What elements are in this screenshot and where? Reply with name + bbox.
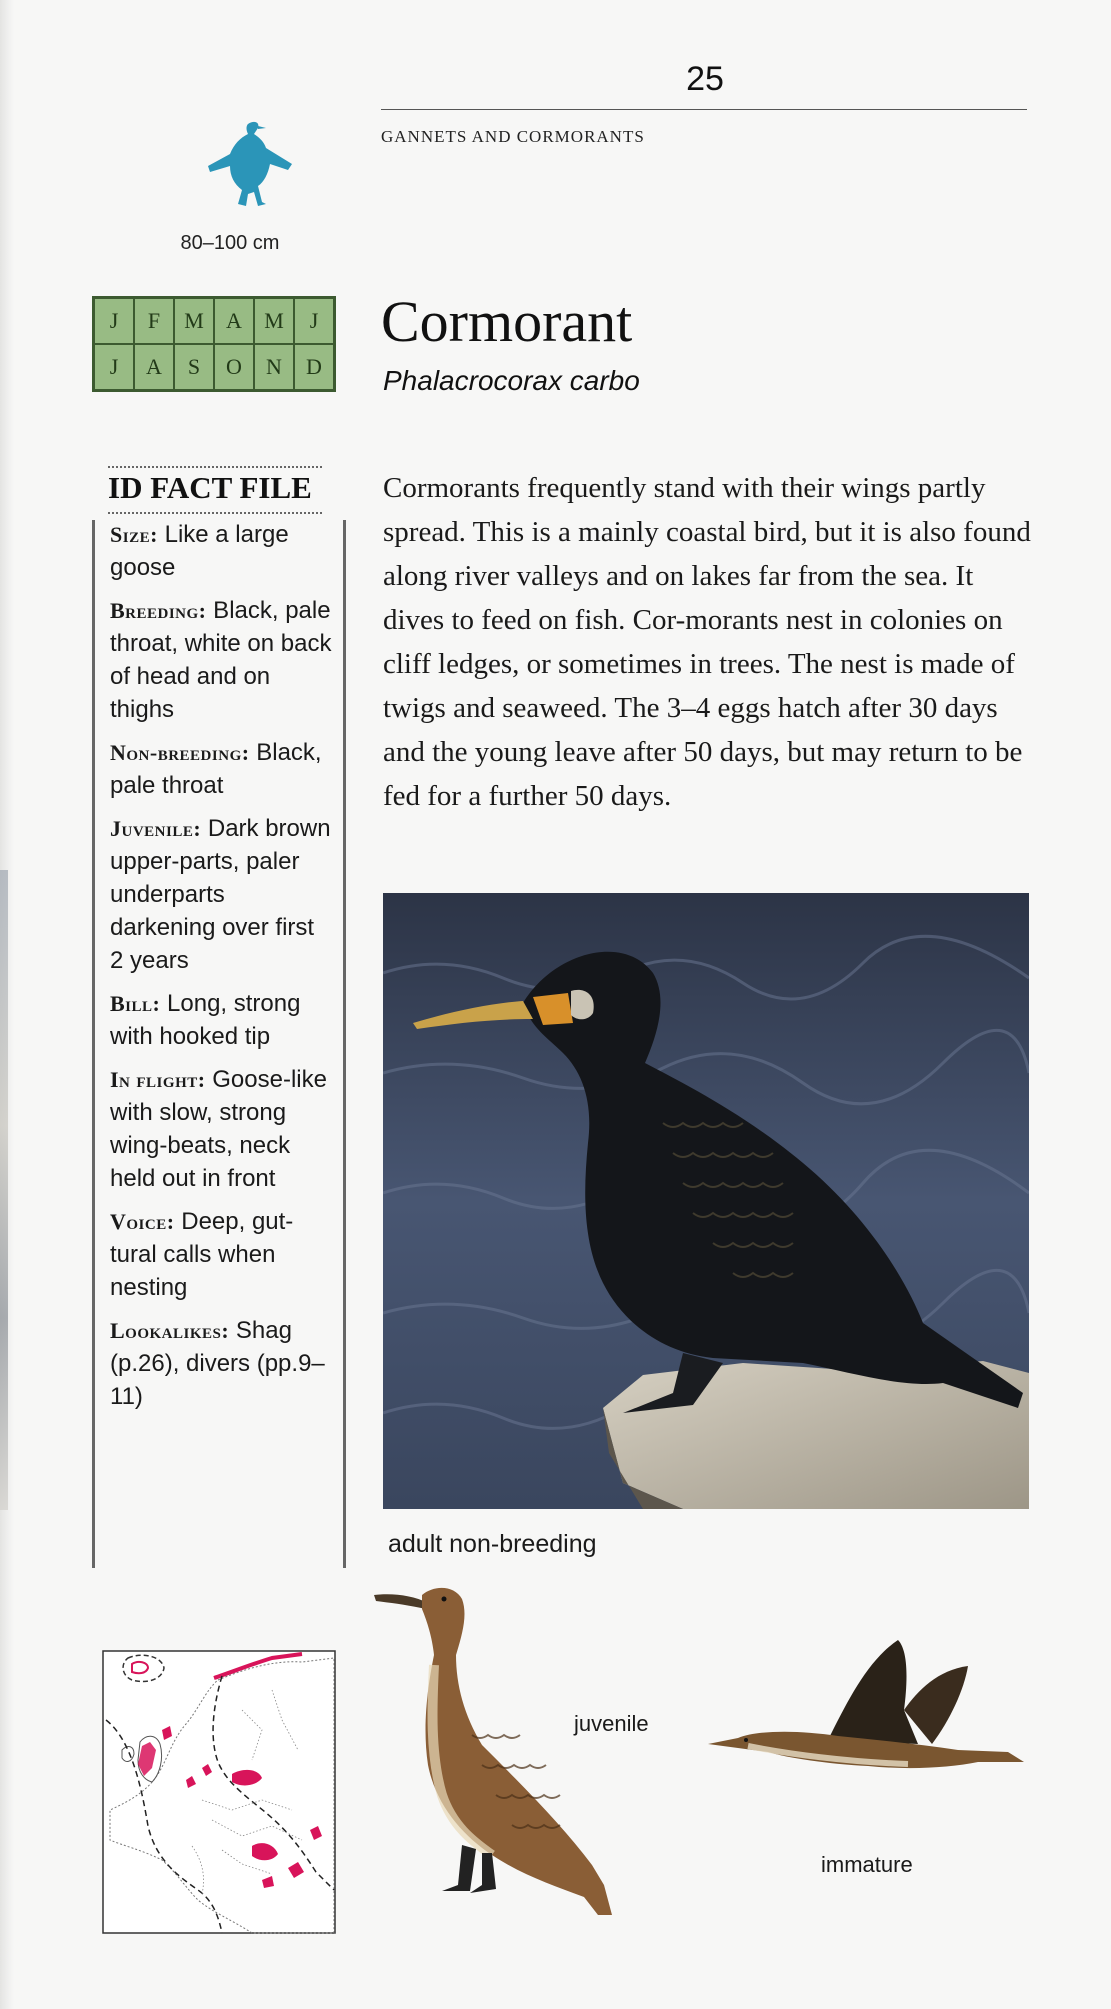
month-cell: D <box>294 344 334 390</box>
fact-file-top-rule <box>108 466 322 468</box>
fact-text: Black, pale throat, white on back of head and on thighs <box>110 597 332 723</box>
fact-item <box>110 812 332 977</box>
fact-text: Shag (p.26), divers (pp.9–11) <box>110 1317 325 1410</box>
fact-item <box>110 1205 332 1304</box>
cormorant-photo <box>383 893 1029 1509</box>
immature-cormorant-illustration <box>708 1640 1024 1820</box>
page-number: 25 <box>686 60 724 98</box>
fact-file-bottom-rule <box>108 512 322 514</box>
fact-label: Juvenile: <box>110 816 202 841</box>
fact-label: In flight: <box>110 1067 206 1092</box>
month-cell: A <box>134 344 174 390</box>
fact-file-title: ID FACT FILE <box>108 470 312 505</box>
fact-text: Like a large goose <box>110 521 289 581</box>
fact-text: Deep, gut-tural calls when nesting <box>110 1208 294 1301</box>
species-description: Cormorants frequently stand with their wings partly spread. This is a mainly coastal bird, but it is also found along river valleys and on lakes far from the sea. It dives to feed on fish. Cor-morants nest in colonies on cliff ledges, or sometimes in trees. The nest is made of twigs and seaweed. The 3–4 eggs hatch after 30 days and the young leave after 50 days, but may return to be fed for a further 50 days. <box>383 472 1031 812</box>
month-cell: J <box>294 298 334 344</box>
fact-label: Bill: <box>110 991 161 1016</box>
photo-caption: adult non-breeding <box>388 1530 597 1558</box>
month-cell: O <box>214 344 254 390</box>
month-cell: J <box>94 344 134 390</box>
fact-item <box>110 518 332 584</box>
fact-file-list <box>110 518 332 1423</box>
fact-label: Non-breeding: <box>110 740 250 765</box>
fact-label: Voice: <box>110 1209 175 1234</box>
fact-text: Dark brown upper-parts, paler underparts darkening over first 2 years <box>110 815 331 974</box>
fact-label: Lookalikes: <box>110 1318 230 1343</box>
fact-label: Breeding: <box>110 598 207 623</box>
immature-label: immature <box>821 1852 913 1877</box>
section-heading: GANNETS AND CORMORANTS <box>381 127 645 146</box>
fact-item <box>110 736 332 802</box>
fact-item <box>110 594 332 726</box>
fact-label: Size: <box>110 522 158 547</box>
month-cell: F <box>134 298 174 344</box>
month-cell: M <box>254 298 294 344</box>
month-cell: J <box>94 298 134 344</box>
size-label: 80–100 cm <box>180 232 280 254</box>
fact-item <box>110 987 332 1053</box>
juvenile-cormorant-illustration <box>372 1585 672 1945</box>
fact-text: Long, strong with hooked tip <box>110 990 301 1050</box>
species-latin-name: Phalacrocorax carbo <box>383 365 640 396</box>
fact-text: Black, pale throat <box>110 739 322 799</box>
month-cell: A <box>214 298 254 344</box>
range-map <box>102 1650 336 1934</box>
month-cell: N <box>254 344 294 390</box>
cormorant-silhouette-icon <box>208 120 292 222</box>
species-name: Cormorant <box>381 289 633 354</box>
adjacent-page-edge <box>0 870 8 1510</box>
month-calendar <box>92 296 336 392</box>
month-cell: M <box>174 298 214 344</box>
fact-item <box>110 1314 332 1413</box>
fact-item <box>110 1063 332 1195</box>
header-rule <box>381 109 1027 110</box>
fact-text: Goose-like with slow, strong wing-beats, neck held out in front <box>110 1066 327 1192</box>
juvenile-label: juvenile <box>574 1711 649 1736</box>
month-cell: S <box>174 344 214 390</box>
